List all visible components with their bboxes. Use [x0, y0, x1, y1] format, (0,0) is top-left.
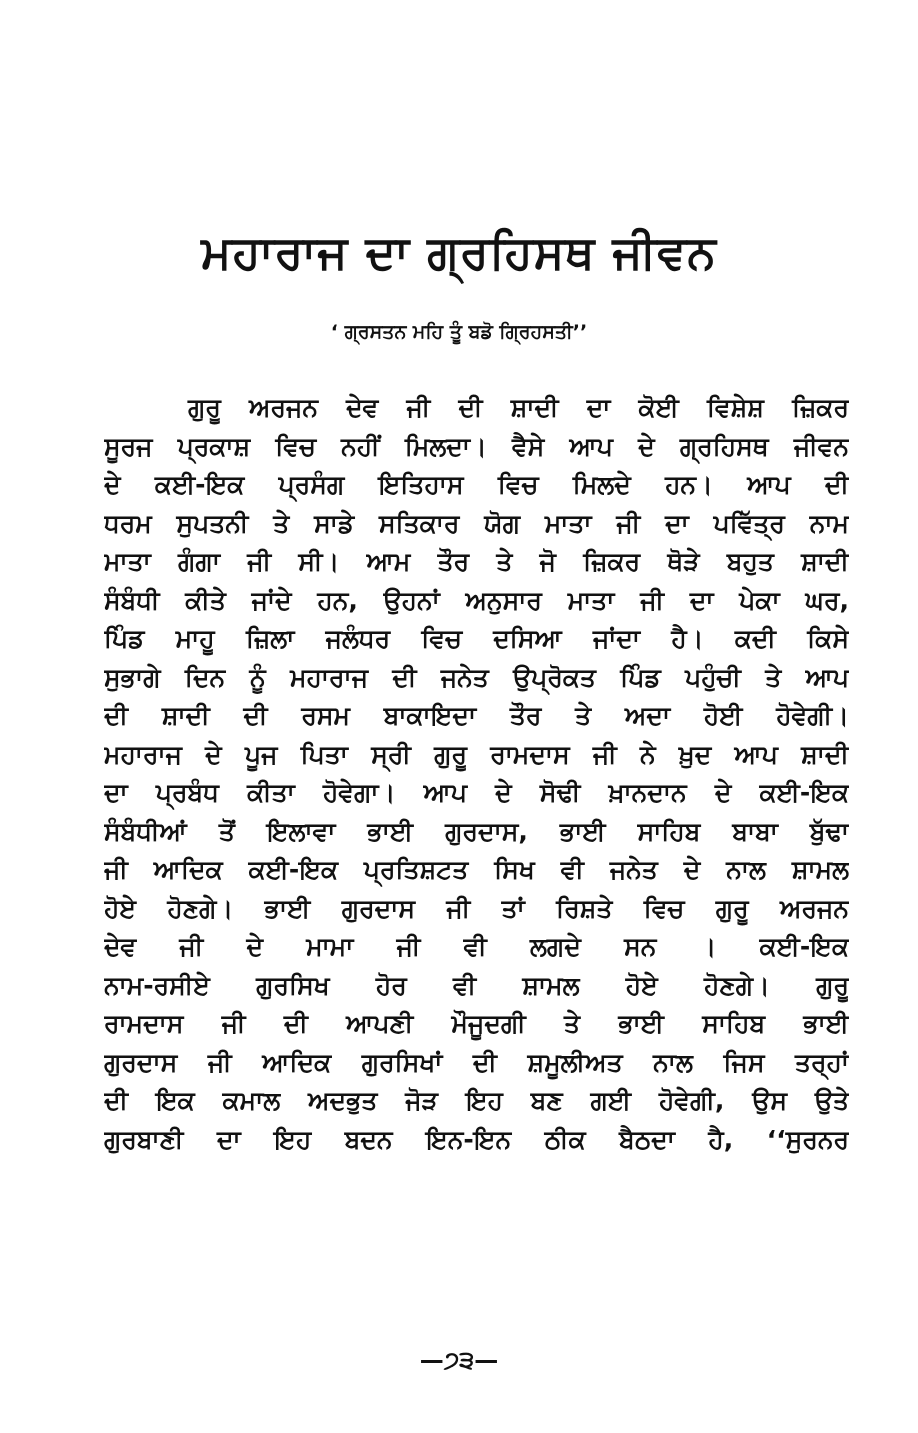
- text-line: ਮਾਤਾ ਗੰਗਾ ਜੀ ਸੀ। ਆਮ ਤੌਰ ਤੇ ਜੋ ਜ਼ਿਕਰ ਥੋੜੇ ਬਹੁਤ ਸ਼ਾਦੀ: [104, 547, 849, 576]
- text-line: ਸੰਬੰਧੀਆਂ ਤੋਂ ਇਲਾਵਾ ਭਾਈ ਗੁਰਦਾਸ, ਭਾਈ ਸਾਹਿਬ ਬਾਬਾ ਬੁੱਢਾ: [104, 816, 849, 846]
- text-line: ਪਿੰਡ ਮਾਹੂ ਜ਼ਿਲਾ ਜਲੰਧਰ ਵਿਚ ਦਸਿਆ ਜਾਂਦਾ ਹੈ। ਕਦੀ ਕਿਸੇ: [104, 624, 849, 653]
- text-line: ਸੂਰਜ ਪ੍ਰਕਾਸ਼ ਵਿਚ ਨਹੀਂ ਮਿਲਦਾ। ਵੈਸੇ ਆਪ ਦੇ ਗ੍ਰਹਿਸਥ ਜੀਵਨ: [104, 431, 849, 461]
- text-line: ਸੁਭਾਗੇ ਦਿਨ ਨੂੰ ਮਹਾਰਾਜ ਦੀ ਜਨੇਤ ਉਪ੍ਰੋਕਤ ਪਿੰਡ ਪਹੁੰਚੀ ਤੇ ਆਪ: [104, 662, 849, 692]
- text-line: ਦਾ ਪ੍ਰਬੰਧ ਕੀਤਾ ਹੋਵੇਗਾ। ਆਪ ਦੇ ਸੋਢੀ ਖ਼ਾਨਦਾਨ ਦੇ ਕਈ-ਇਕ: [104, 778, 849, 807]
- text-line: ਗੁਰਦਾਸ ਜੀ ਆਦਿਕ ਗੁਰਸਿਖਾਂ ਦੀ ਸ਼ਮੂਲੀਅਤ ਨਾਲ ਜਿਸ ਤਰ੍ਹਾਂ: [104, 1047, 849, 1077]
- text-line: ਗੁਰੂ ਅਰਜਨ ਦੇਵ ਜੀ ਦੀ ਸ਼ਾਦੀ ਦਾ ਕੋਈ ਵਿਸ਼ੇਸ਼ ਜ਼ਿਕਰ: [188, 393, 849, 422]
- text-line: ਦੀ ਇਕ ਕਮਾਲ ਅਦਭੁਤ ਜੋੜ ਇਹ ਬਣ ਗਈ ਹੋਵੇਗੀ, ਉਸ ਉਤੇ: [104, 1086, 849, 1115]
- text-line: ਦੇਵ ਜੀ ਦੇ ਮਾਮਾ ਜੀ ਵੀ ਲਗਦੇ ਸਨ । ਕਈ-ਇਕ: [104, 932, 849, 961]
- text-line: ਮਹਾਰਾਜ ਦੇ ਪੂਜ ਪਿਤਾ ਸ੍ਰੀ ਗੁਰੂ ਰਾਮਦਾਸ ਜੀ ਨੇ ਖ਼ੁਦ ਆਪ ਸ਼ਾਦੀ: [104, 739, 849, 769]
- text-line: ਧਰਮ ਸੁਪਤਨੀ ਤੇ ਸਾਡੇ ਸਤਿਕਾਰ ਯੋਗ ਮਾਤਾ ਜੀ ਦਾ ਪਵਿੱਤ੍ਰ ਨਾਮ: [104, 508, 849, 538]
- text-line: ਗੁਰਬਾਣੀ ਦਾ ਇਹ ਬਦਨ ਇਨ-ਇਨ ਠੀਕ ਬੈਠਦਾ ਹੈ, ‘‘ਸੁਰਨਰ: [104, 1124, 849, 1154]
- text-line: ਦੀ ਸ਼ਾਦੀ ਦੀ ਰਸਮ ਬਾਕਾਇਦਾ ਤੌਰ ਤੇ ਅਦਾ ਹੋਈ ਹੋਵੇਗੀ।: [104, 701, 849, 730]
- text-line: ਦੇ ਕਈ-ਇਕ ਪ੍ਰਸੰਗ ਇਤਿਹਾਸ ਵਿਚ ਮਿਲਦੇ ਹਨ। ਆਪ ਦੀ: [104, 470, 849, 499]
- chapter-title: ਮਹਾਰਾਜ ਦਾ ਗ੍ਰਹਿਸਥ ਜੀਵਨ: [201, 225, 717, 279]
- body-paragraph: [104, 389, 849, 1159]
- text-line: ਰਾਮਦਾਸ ਜੀ ਦੀ ਆਪਣੀ ਮੌਜੂਦਗੀ ਤੇ ਭਾਈ ਸਾਹਿਬ ਭਾਈ: [104, 1009, 849, 1038]
- page-number: —੭੩—: [419, 1346, 499, 1374]
- text-line: ਜੀ ਆਦਿਕ ਕਈ-ਇਕ ਪ੍ਰਤਿਸ਼ਟਤ ਸਿਖ ਵੀ ਜਨੇਤ ਦੇ ਨਾਲ ਸ਼ਾਮਲ: [104, 855, 849, 884]
- text-line: ਹੋਏ ਹੋਣਗੇ। ਭਾਈ ਗੁਰਦਾਸ ਜੀ ਤਾਂ ਰਿਸ਼ਤੇ ਵਿਚ ਗੁਰੂ ਅਰਜਨ: [104, 893, 849, 923]
- epigraph-quote: ‘ ਗ੍ਰਸਤਨ ਮਹਿ ਤੂੰ ਬਡੋ ਗ੍ਰਿਹਸਤੀ’’: [330, 321, 588, 343]
- text-line: ਸੰਬੰਧੀ ਕੀਤੇ ਜਾਂਦੇ ਹਨ, ਉਹਨਾਂ ਅਨੁਸਾਰ ਮਾਤਾ ਜੀ ਦਾ ਪੇਕਾ ਘਰ,: [104, 585, 849, 615]
- text-line: ਨਾਮ-ਰਸੀਏ ਗੁਰਸਿਖ ਹੋਰ ਵੀ ਸ਼ਾਮਲ ਹੋਏ ਹੋਣਗੇ। ਗੁਰੂ: [104, 970, 849, 1000]
